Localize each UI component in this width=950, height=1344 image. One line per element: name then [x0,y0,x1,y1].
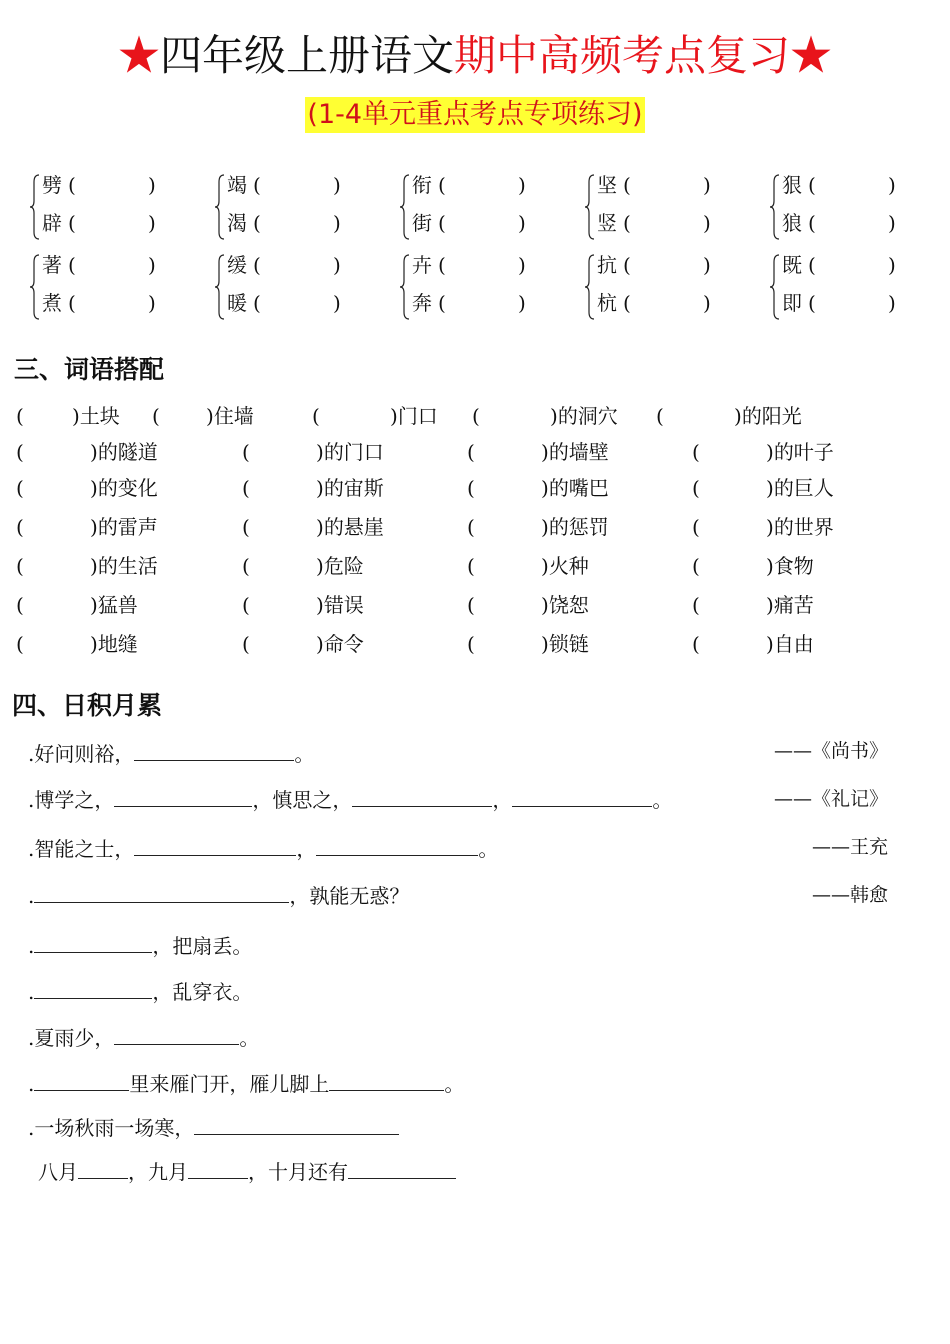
word-match-item: ( )的洞穴 [472,404,618,428]
word-match-item: ( )的门口 [242,440,384,464]
answer-blank[interactable]: ( [656,404,664,428]
fill-in-line [28,882,409,910]
title-part-2: 期中高频考点复习 [454,31,791,80]
quote-source: ——《尚书》 [773,740,888,762]
answer-blank[interactable]: ( [242,554,250,578]
quote-source: ——王充 [811,836,888,858]
answer-blank[interactable]: ( [623,211,631,235]
character: 卉 [412,253,432,277]
line-text: 。 [444,1072,465,1096]
word-match-item: ( )错误 [242,593,364,617]
word-match-item: ( )的巨人 [692,476,834,500]
answer-blank[interactable]: ( [312,404,320,428]
word-label: 的悬崖 [323,515,384,539]
line-text: 。 [239,1026,260,1050]
line-text: ，慎思之， [252,788,353,812]
brace-icon [215,254,225,320]
word-label: 饶恕 [548,593,589,617]
pinyin-line: 辟 ( ) [42,211,156,235]
word-match-item: ( )的雷声 [16,515,158,539]
answer-blank[interactable]: ( [16,515,24,539]
word-match-item: ( )住墙 [152,404,254,428]
word-label: 的世界 [773,515,834,539]
answer-blank[interactable]: ( [472,404,480,428]
char-pair [585,172,745,242]
word-match-item: ( )自由 [692,632,814,656]
character: 暖 [227,291,247,315]
fill-in-line [28,932,252,960]
character: 缓 [227,253,247,277]
pinyin-line: 竭 ( ) [227,173,341,197]
pinyin-line: 衔 ( ) [412,173,526,197]
answer-blank[interactable]: ( [242,593,250,617]
char-pair [400,172,560,242]
word-match-item: ( )的阳光 [656,404,802,428]
word-match-item: ( )的悬崖 [242,515,384,539]
answer-blank[interactable] [34,932,152,953]
char-pair [400,252,560,322]
answer-blank[interactable]: ( [692,593,700,617]
brace-icon [770,254,780,320]
line-text: ，孰能无惑？ [289,884,410,908]
answer-blank[interactable] [194,1114,399,1135]
answer-blank[interactable] [34,1070,129,1091]
char-pair [585,252,745,322]
line-text: . [28,934,35,958]
star-icon: ★ [790,31,833,80]
word-match-item: ( )锁链 [467,632,589,656]
answer-blank[interactable]: ( [692,476,700,500]
answer-blank[interactable]: ( [467,632,475,656]
character: 劈 [42,173,62,197]
pinyin-line: 缓 ( ) [227,253,341,277]
answer-blank[interactable]: ( [438,291,446,315]
answer-blank[interactable]: ( [467,593,475,617]
answer-blank[interactable]: ( [242,476,250,500]
fill-in-line [28,1024,259,1052]
word-label: 的门口 [323,440,384,464]
subtitle-wrap [0,97,950,133]
word-match-item: ( )的世界 [692,515,834,539]
word-label: 痛苦 [773,593,814,617]
word-label: 住墙 [213,404,254,428]
line-text: ，九月 [128,1160,188,1184]
word-label: 的惩罚 [548,515,609,539]
line-text: 里来雁门开，雁儿脚上 [129,1072,330,1096]
word-match-item: ( )土块 [16,404,120,428]
char-pair [30,172,190,242]
pinyin-line: 杭 ( ) [597,291,711,315]
answer-blank[interactable]: ( [623,291,631,315]
answer-blank[interactable]: ( [68,253,76,277]
word-label: 门口 [397,404,438,428]
word-match-item: ( )猛兽 [16,593,138,617]
answer-blank[interactable] [316,835,478,856]
word-label: 命令 [323,632,364,656]
fill-in-line [28,978,252,1006]
character: 坚 [597,173,617,197]
character: 渴 [227,211,247,235]
answer-blank[interactable] [114,1024,239,1045]
answer-blank[interactable]: ( [467,476,475,500]
word-label: 锁链 [548,632,589,656]
character: 杭 [597,291,617,315]
answer-blank[interactable]: ( [16,404,24,428]
brace-icon [30,254,40,320]
pinyin-line: 奔 ( ) [412,291,526,315]
word-match-item: ( )命令 [242,632,364,656]
answer-blank[interactable] [34,978,152,999]
character: 竭 [227,173,247,197]
brace-icon [585,254,595,320]
answer-blank[interactable]: ( [253,211,261,235]
word-label: 的洞穴 [557,404,618,428]
answer-blank[interactable]: ( [68,291,76,315]
fill-in-line [28,740,314,768]
quote-source: ——《礼记》 [773,788,888,810]
word-match-item: ( )的惩罚 [467,515,609,539]
character: 竖 [597,211,617,235]
word-match-item: ( )的宙斯 [242,476,384,500]
answer-blank[interactable]: ( [16,632,24,656]
character: 辟 [42,211,62,235]
fill-in-line [28,786,672,814]
word-match-item: ( )的生活 [16,554,158,578]
word-match-item: ( )门口 [312,404,438,428]
answer-blank[interactable] [134,835,296,856]
answer-blank[interactable] [78,1158,128,1179]
fill-in-line [28,1114,399,1142]
character: 狼 [782,211,802,235]
answer-blank[interactable]: ( [242,632,250,656]
answer-blank[interactable]: ( [623,173,631,197]
char-pair [215,252,375,322]
answer-blank[interactable]: ( [253,253,261,277]
brace-icon [400,254,410,320]
word-match-item: ( )的变化 [16,476,158,500]
answer-blank[interactable]: ( [808,173,816,197]
pinyin-line: 既 ( ) [782,253,896,277]
answer-blank[interactable]: ( [253,173,261,197]
pinyin-line: 著 ( ) [42,253,156,277]
word-label: 的宙斯 [323,476,384,500]
character: 狠 [782,173,802,197]
star-icon: ★ [117,31,160,80]
fill-in-line [28,1070,464,1098]
word-label: 自由 [773,632,814,656]
answer-blank[interactable] [329,1070,444,1091]
word-match-item: ( )的嘴巴 [467,476,609,500]
answer-blank[interactable]: ( [68,211,76,235]
answer-blank[interactable]: ( [242,440,250,464]
character: 著 [42,253,62,277]
answer-blank[interactable]: ( [16,440,24,464]
word-match-item: ( )地缝 [16,632,138,656]
answer-blank[interactable]: ( [808,253,816,277]
answer-blank[interactable] [188,1158,248,1179]
line-text: ，乱穿衣。 [152,980,253,1004]
pinyin-line: 暖 ( ) [227,291,341,315]
word-match-item: ( )的墙壁 [467,440,609,464]
character: 既 [782,253,802,277]
word-match-item: ( )的叶子 [692,440,834,464]
line-text: 。 [294,742,315,766]
word-label: 地缝 [97,632,138,656]
word-label: 土块 [79,404,120,428]
line-text: .博学之， [28,788,115,812]
answer-blank[interactable]: ( [16,554,24,578]
line-text: 。 [478,837,499,861]
answer-blank[interactable]: ( [692,440,700,464]
line-text: ， [296,837,317,861]
pinyin-line: 狼 ( ) [782,211,896,235]
answer-blank[interactable]: ( [16,476,24,500]
line-text: 。 [652,788,673,812]
answer-blank[interactable]: ( [68,173,76,197]
char-pair [30,252,190,322]
answer-blank[interactable]: ( [467,515,475,539]
char-pair [770,252,930,322]
character: 即 [782,291,802,315]
pinyin-line: 煮 ( ) [42,291,156,315]
word-label: 火种 [548,554,589,578]
word-label: 的雷声 [97,515,158,539]
answer-blank[interactable] [34,882,289,903]
pinyin-line: 狠 ( ) [782,173,896,197]
line-text: ，十月还有 [248,1160,348,1184]
pinyin-line: 劈 ( ) [42,173,156,197]
line-text: ，把扇丢。 [152,934,253,958]
pinyin-line: 坚 ( ) [597,173,711,197]
answer-blank[interactable]: ( [692,515,700,539]
answer-blank[interactable]: ( [623,253,631,277]
line-text: .好问则裕， [28,742,135,766]
character: 奔 [412,291,432,315]
word-label: 的阳光 [741,404,802,428]
word-match-item: ( )的隧道 [16,440,158,464]
answer-blank[interactable]: ( [16,593,24,617]
answer-blank[interactable] [348,1158,456,1179]
answer-blank[interactable]: ( [438,211,446,235]
line-text: .智能之士， [28,837,135,861]
fill-in-line [38,1158,456,1186]
answer-blank[interactable]: ( [253,291,261,315]
answer-blank[interactable] [512,786,652,807]
word-label: 的叶子 [773,440,834,464]
word-label: 食物 [773,554,814,578]
line-text: 八月 [38,1160,78,1184]
word-label: 错误 [323,593,364,617]
line-text: . [28,1072,35,1096]
word-match-item: ( )危险 [242,554,364,578]
word-label: 危险 [323,554,364,578]
word-label: 的墙壁 [548,440,609,464]
word-label: 的嘴巴 [548,476,609,500]
word-match-item: ( )食物 [692,554,814,578]
word-match-item: ( )火种 [467,554,589,578]
pinyin-line: 即 ( ) [782,291,896,315]
answer-blank[interactable]: ( [467,554,475,578]
answer-blank[interactable]: ( [692,554,700,578]
answer-blank[interactable]: ( [808,211,816,235]
character: 抗 [597,253,617,277]
fill-in-line [28,835,498,863]
line-text: .一场秋雨一场寒， [28,1116,195,1140]
answer-blank[interactable]: ( [152,404,160,428]
word-match-item: ( )饶恕 [467,593,589,617]
answer-blank[interactable] [134,740,294,761]
pinyin-line: 抗 ( ) [597,253,711,277]
answer-blank[interactable]: ( [808,291,816,315]
answer-blank[interactable]: ( [692,632,700,656]
answer-blank[interactable]: ( [467,440,475,464]
section-4-title: 四、日积月累 [12,691,163,720]
character: 煮 [42,291,62,315]
answer-blank[interactable] [114,786,252,807]
char-pair [215,172,375,242]
section-3-title: 三、词语搭配 [14,355,165,384]
answer-blank[interactable] [352,786,492,807]
line-text: . [28,980,35,1004]
line-text: ， [492,788,513,812]
answer-blank[interactable]: ( [242,515,250,539]
answer-blank[interactable]: ( [438,173,446,197]
word-label: 的隧道 [97,440,158,464]
subtitle: (1-4单元重点考点专项练习) [305,97,644,133]
word-label: 的生活 [97,554,158,578]
character: 衔 [412,173,432,197]
word-label: 的巨人 [773,476,834,500]
brace-icon [585,174,595,240]
brace-icon [215,174,225,240]
brace-icon [30,174,40,240]
brace-icon [400,174,410,240]
answer-blank[interactable]: ( [438,253,446,277]
quote-source: ——韩愈 [811,884,888,906]
word-label: 猛兽 [97,593,138,617]
word-label: 的变化 [97,476,158,500]
pinyin-line: 卉 ( ) [412,253,526,277]
pinyin-line: 渴 ( ) [227,211,341,235]
line-text: .夏雨少， [28,1026,115,1050]
char-pair [770,172,930,242]
pinyin-line: 街 ( ) [412,211,526,235]
line-text: . [28,884,35,908]
pinyin-line: 竖 ( ) [597,211,711,235]
brace-icon [770,174,780,240]
page-title [0,30,950,82]
word-match-item: ( )痛苦 [692,593,814,617]
character: 街 [412,211,432,235]
title-part-1: 四年级上册语文 [159,31,454,80]
